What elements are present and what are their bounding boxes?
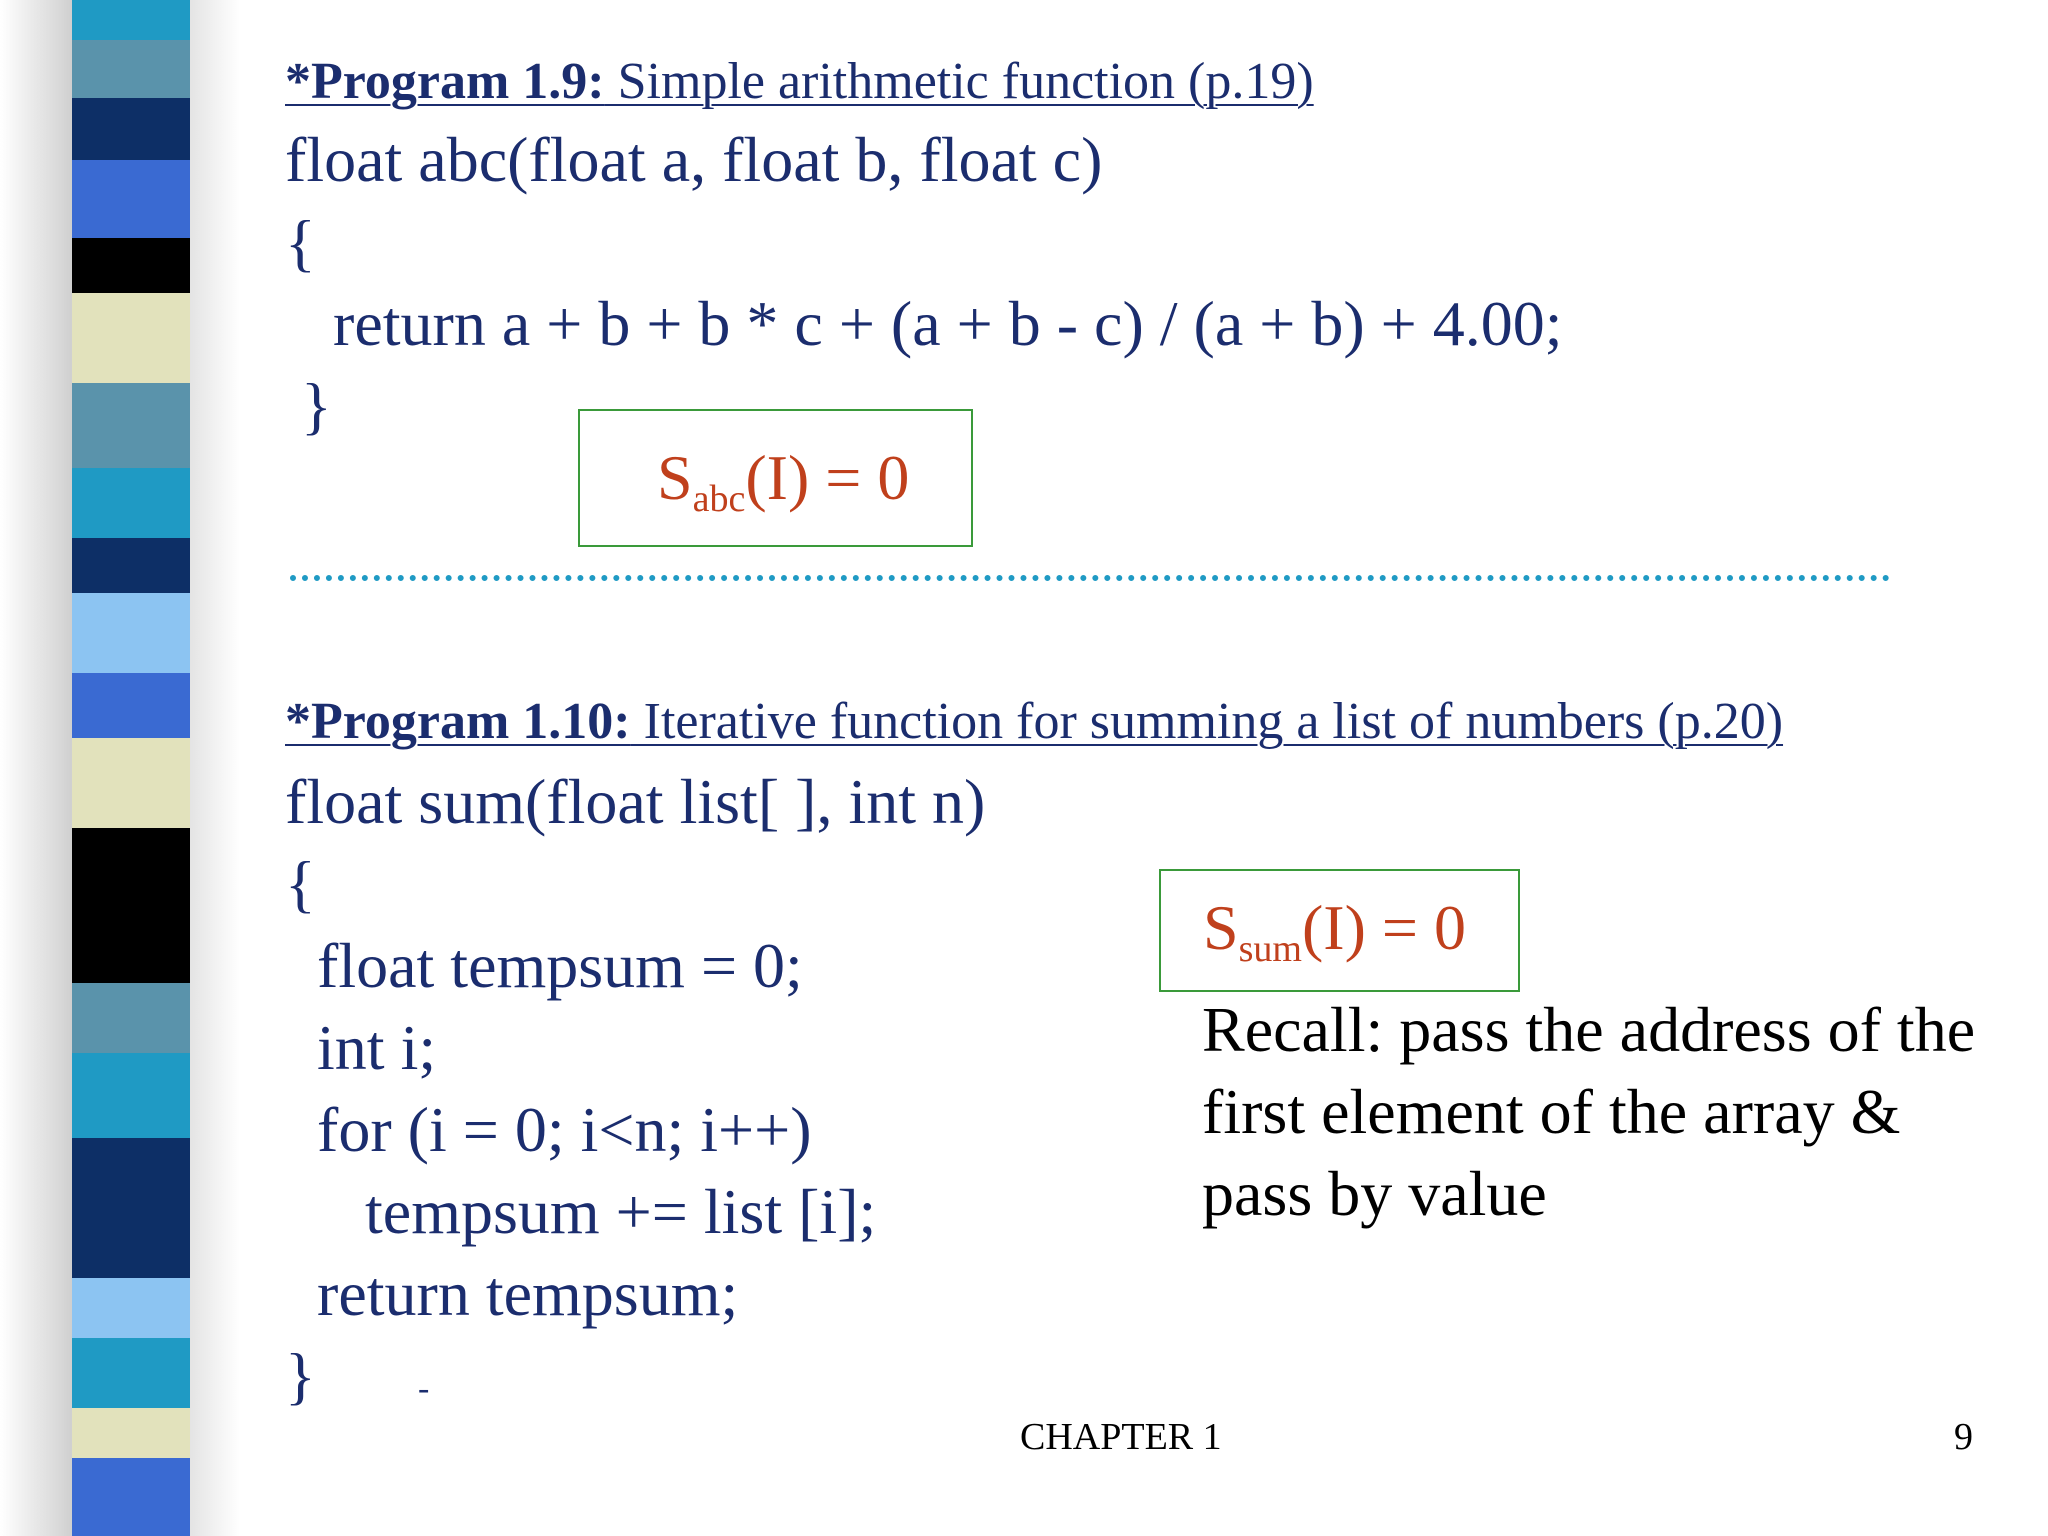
program-1-10-code-line-4: int i;: [285, 1012, 437, 1083]
program-1-10-description: Iterative function for summing a list of numbers (p.20): [630, 693, 1784, 750]
program-1-9-code-line-3: return a + b + b * c + (a + b - c) / (a + b) + 4.00;: [285, 288, 1563, 359]
stripe-segment: [72, 738, 190, 828]
stripe-segment: [72, 1408, 190, 1458]
section-divider: [290, 575, 1890, 581]
program-1-9-code-line-4: }: [285, 370, 332, 441]
decorative-stripe-bar: [72, 0, 190, 1536]
program-1-10-label: *Program 1.10:: [285, 693, 631, 750]
recall-note-line-2: first element of the array &: [1202, 1076, 1901, 1147]
stripe-segment: [72, 1208, 190, 1278]
stripe-segment: [72, 1278, 190, 1338]
stripe-segment: [72, 1053, 190, 1138]
space-formula-sum-box: [1159, 869, 1520, 992]
program-1-9-description: Simple arithmetic function (p.19): [604, 53, 1314, 110]
program-1-10-code-line-1: float sum(float list[ ], int n): [285, 766, 986, 837]
stripe-segment: [72, 983, 190, 1053]
space-formula-abc: $S_{abc}(I) = 0$: [657, 442, 910, 520]
stripe-segment: [72, 593, 190, 673]
program-1-9-code-line-1: float abc(float a, float b, float c): [285, 124, 1103, 195]
program-1-9-heading: [285, 52, 1314, 111]
program-1-10-code-line-3: float tempsum = 0;: [285, 930, 803, 1001]
stripe-segment: [72, 1458, 190, 1536]
footer-page-number: 9: [1954, 1416, 1973, 1458]
stripe-segment: [72, 1138, 190, 1208]
stray-dash-mark: -: [418, 1370, 430, 1407]
stripe-segment: [72, 98, 190, 160]
stripe-segment: [72, 293, 190, 383]
recall-note-line-1: Recall: pass the address of the: [1202, 994, 1976, 1065]
stripe-segment: [72, 673, 190, 738]
program-1-10-code-line-2: {: [285, 848, 316, 919]
stripe-segment: [72, 468, 190, 538]
space-formula-abc-box: [578, 409, 973, 547]
program-1-10-code-line-8: }: [285, 1340, 316, 1411]
stripe-segment: [72, 0, 190, 40]
program-1-10-heading: [285, 692, 1783, 751]
stripe-segment: [72, 1338, 190, 1408]
program-1-10-code-line-6: tempsum += list [i];: [285, 1176, 877, 1247]
stripe-segment: [72, 160, 190, 238]
stripe-segment: [72, 883, 190, 983]
stripe-segment: [72, 238, 190, 293]
recall-note-line-3: pass by value: [1202, 1158, 1547, 1229]
stripe-segment: [72, 40, 190, 98]
footer-chapter: CHAPTER 1: [1020, 1416, 1222, 1458]
program-1-9-code-line-2: {: [285, 207, 316, 278]
program-1-10-code-line-7: return tempsum;: [285, 1258, 739, 1329]
stripe-segment: [72, 383, 190, 468]
stripe-segment: [72, 538, 190, 593]
program-1-9-label: *Program 1.9:: [285, 53, 605, 110]
space-formula-sum: $S_{sum}(I) = 0$: [1203, 892, 1466, 970]
stripe-segment: [72, 828, 190, 883]
program-1-10-code-line-5: for (i = 0; i<n; i++): [285, 1094, 812, 1165]
